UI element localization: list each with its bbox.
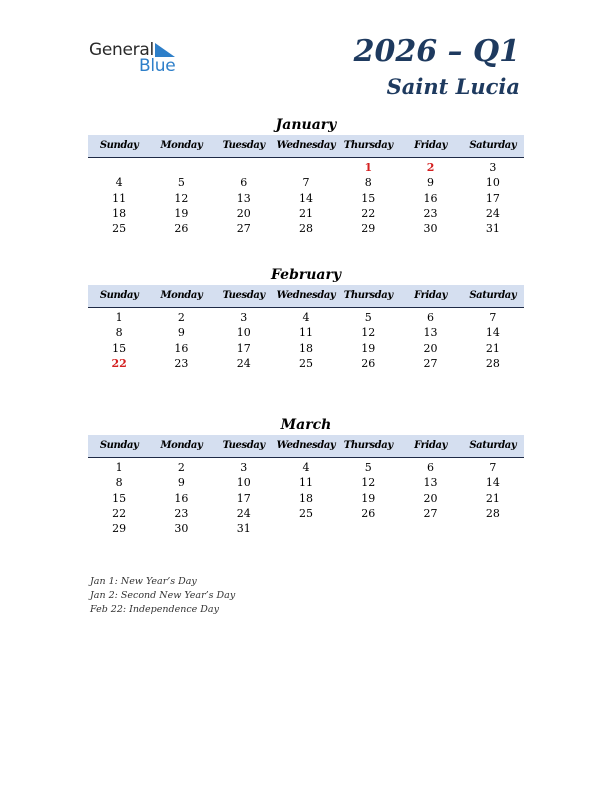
- week-row: [88, 221, 524, 236]
- month-name: February: [270, 267, 341, 283]
- day-cell: 25: [298, 506, 313, 520]
- day-cell: 27: [423, 506, 438, 520]
- day-cell: 12: [361, 326, 376, 340]
- day-cell: 22: [361, 206, 376, 220]
- week-row: [88, 475, 524, 490]
- day-cell: 27: [423, 356, 438, 370]
- day-cell: 22: [112, 506, 127, 520]
- day-cell: 6: [427, 311, 435, 324]
- day-cell: 23: [174, 506, 189, 520]
- weekday-label: Friday: [414, 440, 447, 451]
- day-cell: [337, 521, 399, 536]
- week-rows: [88, 308, 524, 371]
- day-cell: [88, 160, 150, 175]
- day-cell: 20: [423, 341, 438, 355]
- day-cell: 2: [177, 461, 185, 474]
- day-cell: 7: [489, 461, 497, 474]
- logo-blue-text: Blue: [139, 56, 176, 76]
- day-cell: 21: [298, 206, 313, 220]
- day-cell: 13: [423, 326, 438, 340]
- weekday-label: Wednesday: [276, 440, 336, 451]
- weekday-label: Tuesday: [222, 440, 265, 451]
- day-cell: 26: [361, 356, 376, 370]
- holiday-day-cell: 22: [111, 356, 127, 370]
- day-cell: 6: [427, 461, 435, 474]
- weekday-label: Monday: [160, 140, 203, 151]
- day-cell: 12: [174, 191, 189, 205]
- weekday-label: Wednesday: [276, 290, 336, 301]
- day-cell: 17: [485, 191, 500, 205]
- day-cell: 8: [364, 176, 372, 190]
- day-cell: 30: [423, 222, 438, 236]
- day-cell: 9: [427, 176, 435, 190]
- month-name: March: [280, 417, 332, 433]
- week-row: [88, 341, 524, 356]
- holiday-day-cell: 2: [426, 161, 435, 174]
- day-cell: 24: [236, 506, 251, 520]
- weekday-label: Monday: [160, 290, 203, 301]
- day-cell: 25: [112, 222, 127, 236]
- day-cell: 7: [489, 311, 497, 324]
- day-cell: 30: [174, 522, 189, 536]
- month-name: January: [275, 117, 337, 133]
- day-cell: 5: [364, 311, 372, 324]
- weekday-label: Monday: [160, 440, 203, 451]
- logo-general-text: General: [89, 40, 154, 60]
- day-cell: 1: [115, 311, 123, 324]
- day-cell: 15: [361, 191, 376, 205]
- day-cell: 2: [177, 311, 185, 324]
- day-cell: 14: [485, 326, 500, 340]
- day-cell: 28: [485, 356, 500, 370]
- day-cell: [213, 160, 275, 175]
- day-cell: 6: [240, 176, 248, 190]
- logo: [89, 40, 199, 80]
- week-row: [88, 325, 524, 340]
- week-row: [88, 491, 524, 506]
- day-cell: [399, 521, 461, 536]
- holiday-day-cell: 1: [364, 161, 373, 174]
- weekday-label: Sunday: [99, 290, 139, 301]
- day-cell: 18: [298, 341, 313, 355]
- holiday-note: Jan 1: New Year’s Day: [90, 576, 197, 587]
- day-cell: 19: [174, 206, 189, 220]
- day-cell: 18: [112, 206, 127, 220]
- weekday-label: Wednesday: [276, 140, 336, 151]
- day-cell: 19: [361, 491, 376, 505]
- day-cell: 24: [236, 356, 251, 370]
- day-cell: 11: [298, 326, 313, 340]
- day-cell: 11: [112, 191, 127, 205]
- week-row: [88, 356, 524, 371]
- week-row: [88, 191, 524, 206]
- holiday-notes: [90, 575, 235, 617]
- weekday-header-row: [88, 435, 524, 458]
- day-cell: 16: [174, 491, 189, 505]
- week-row: [88, 506, 524, 521]
- day-cell: 16: [423, 191, 438, 205]
- day-cell: 18: [298, 491, 313, 505]
- day-cell: 31: [236, 522, 251, 536]
- week-row: [88, 175, 524, 190]
- day-cell: [150, 160, 212, 175]
- day-cell: 9: [177, 476, 185, 490]
- day-cell: 25: [298, 356, 313, 370]
- day-cell: 26: [174, 222, 189, 236]
- day-cell: 9: [177, 326, 185, 340]
- weekday-label: Friday: [414, 290, 447, 301]
- weekday-header-row: [88, 135, 524, 158]
- day-cell: 5: [177, 176, 185, 190]
- day-cell: 14: [298, 191, 313, 205]
- day-cell: 29: [361, 222, 376, 236]
- weekday-label: Friday: [414, 140, 447, 151]
- day-cell: [275, 160, 337, 175]
- day-cell: 14: [485, 476, 500, 490]
- day-cell: 17: [236, 491, 251, 505]
- day-cell: 4: [302, 461, 310, 474]
- day-cell: [275, 521, 337, 536]
- day-cell: [462, 521, 524, 536]
- day-cell: 3: [489, 161, 497, 174]
- month-march: [88, 415, 524, 536]
- holiday-note: Feb 22: Independence Day: [90, 604, 219, 615]
- day-cell: 12: [361, 476, 376, 490]
- day-cell: 13: [236, 191, 251, 205]
- day-cell: 21: [485, 491, 500, 505]
- weekday-label: Tuesday: [222, 290, 265, 301]
- page-title: 2026 – Q1: [353, 34, 520, 69]
- day-cell: 1: [115, 461, 123, 474]
- day-cell: 23: [423, 206, 438, 220]
- day-cell: 28: [298, 222, 313, 236]
- day-cell: 20: [236, 206, 251, 220]
- weekday-label: Thursday: [343, 440, 393, 451]
- day-cell: 19: [361, 341, 376, 355]
- week-row: [88, 460, 524, 475]
- day-cell: 4: [115, 176, 123, 190]
- holiday-note: Jan 2: Second New Year’s Day: [90, 590, 236, 601]
- weekday-label: Thursday: [343, 140, 393, 151]
- weekday-label: Saturday: [469, 440, 517, 451]
- week-row: [88, 160, 524, 175]
- month-january: [88, 115, 524, 236]
- month-february: [88, 265, 524, 371]
- day-cell: 10: [236, 326, 251, 340]
- weekday-label: Sunday: [99, 440, 139, 451]
- weekday-header-row: [88, 285, 524, 308]
- day-cell: 3: [240, 461, 248, 474]
- day-cell: 20: [423, 491, 438, 505]
- weekday-label: Sunday: [99, 140, 139, 151]
- day-cell: 5: [364, 461, 372, 474]
- day-cell: 7: [302, 176, 310, 190]
- week-rows: [88, 458, 524, 536]
- week-row: [88, 521, 524, 536]
- day-cell: 4: [302, 311, 310, 324]
- day-cell: 16: [174, 341, 189, 355]
- day-cell: 24: [485, 206, 500, 220]
- week-rows: [88, 158, 524, 236]
- day-cell: 17: [236, 341, 251, 355]
- day-cell: 15: [112, 491, 127, 505]
- day-cell: 29: [112, 522, 127, 536]
- day-cell: 13: [423, 476, 438, 490]
- week-row: [88, 310, 524, 325]
- day-cell: 15: [112, 341, 127, 355]
- day-cell: 8: [115, 326, 123, 340]
- day-cell: 10: [236, 476, 251, 490]
- page-subtitle: Saint Lucia: [386, 74, 520, 99]
- day-cell: 8: [115, 476, 123, 490]
- week-row: [88, 206, 524, 221]
- day-cell: 10: [485, 176, 500, 190]
- day-cell: 3: [240, 311, 248, 324]
- weekday-label: Saturday: [469, 140, 517, 151]
- day-cell: 11: [298, 476, 313, 490]
- day-cell: 26: [361, 506, 376, 520]
- weekday-label: Saturday: [469, 290, 517, 301]
- day-cell: 28: [485, 506, 500, 520]
- day-cell: 23: [174, 356, 189, 370]
- weekday-label: Thursday: [343, 290, 393, 301]
- day-cell: 31: [485, 222, 500, 236]
- day-cell: 27: [236, 222, 251, 236]
- weekday-label: Tuesday: [222, 140, 265, 151]
- day-cell: 21: [485, 341, 500, 355]
